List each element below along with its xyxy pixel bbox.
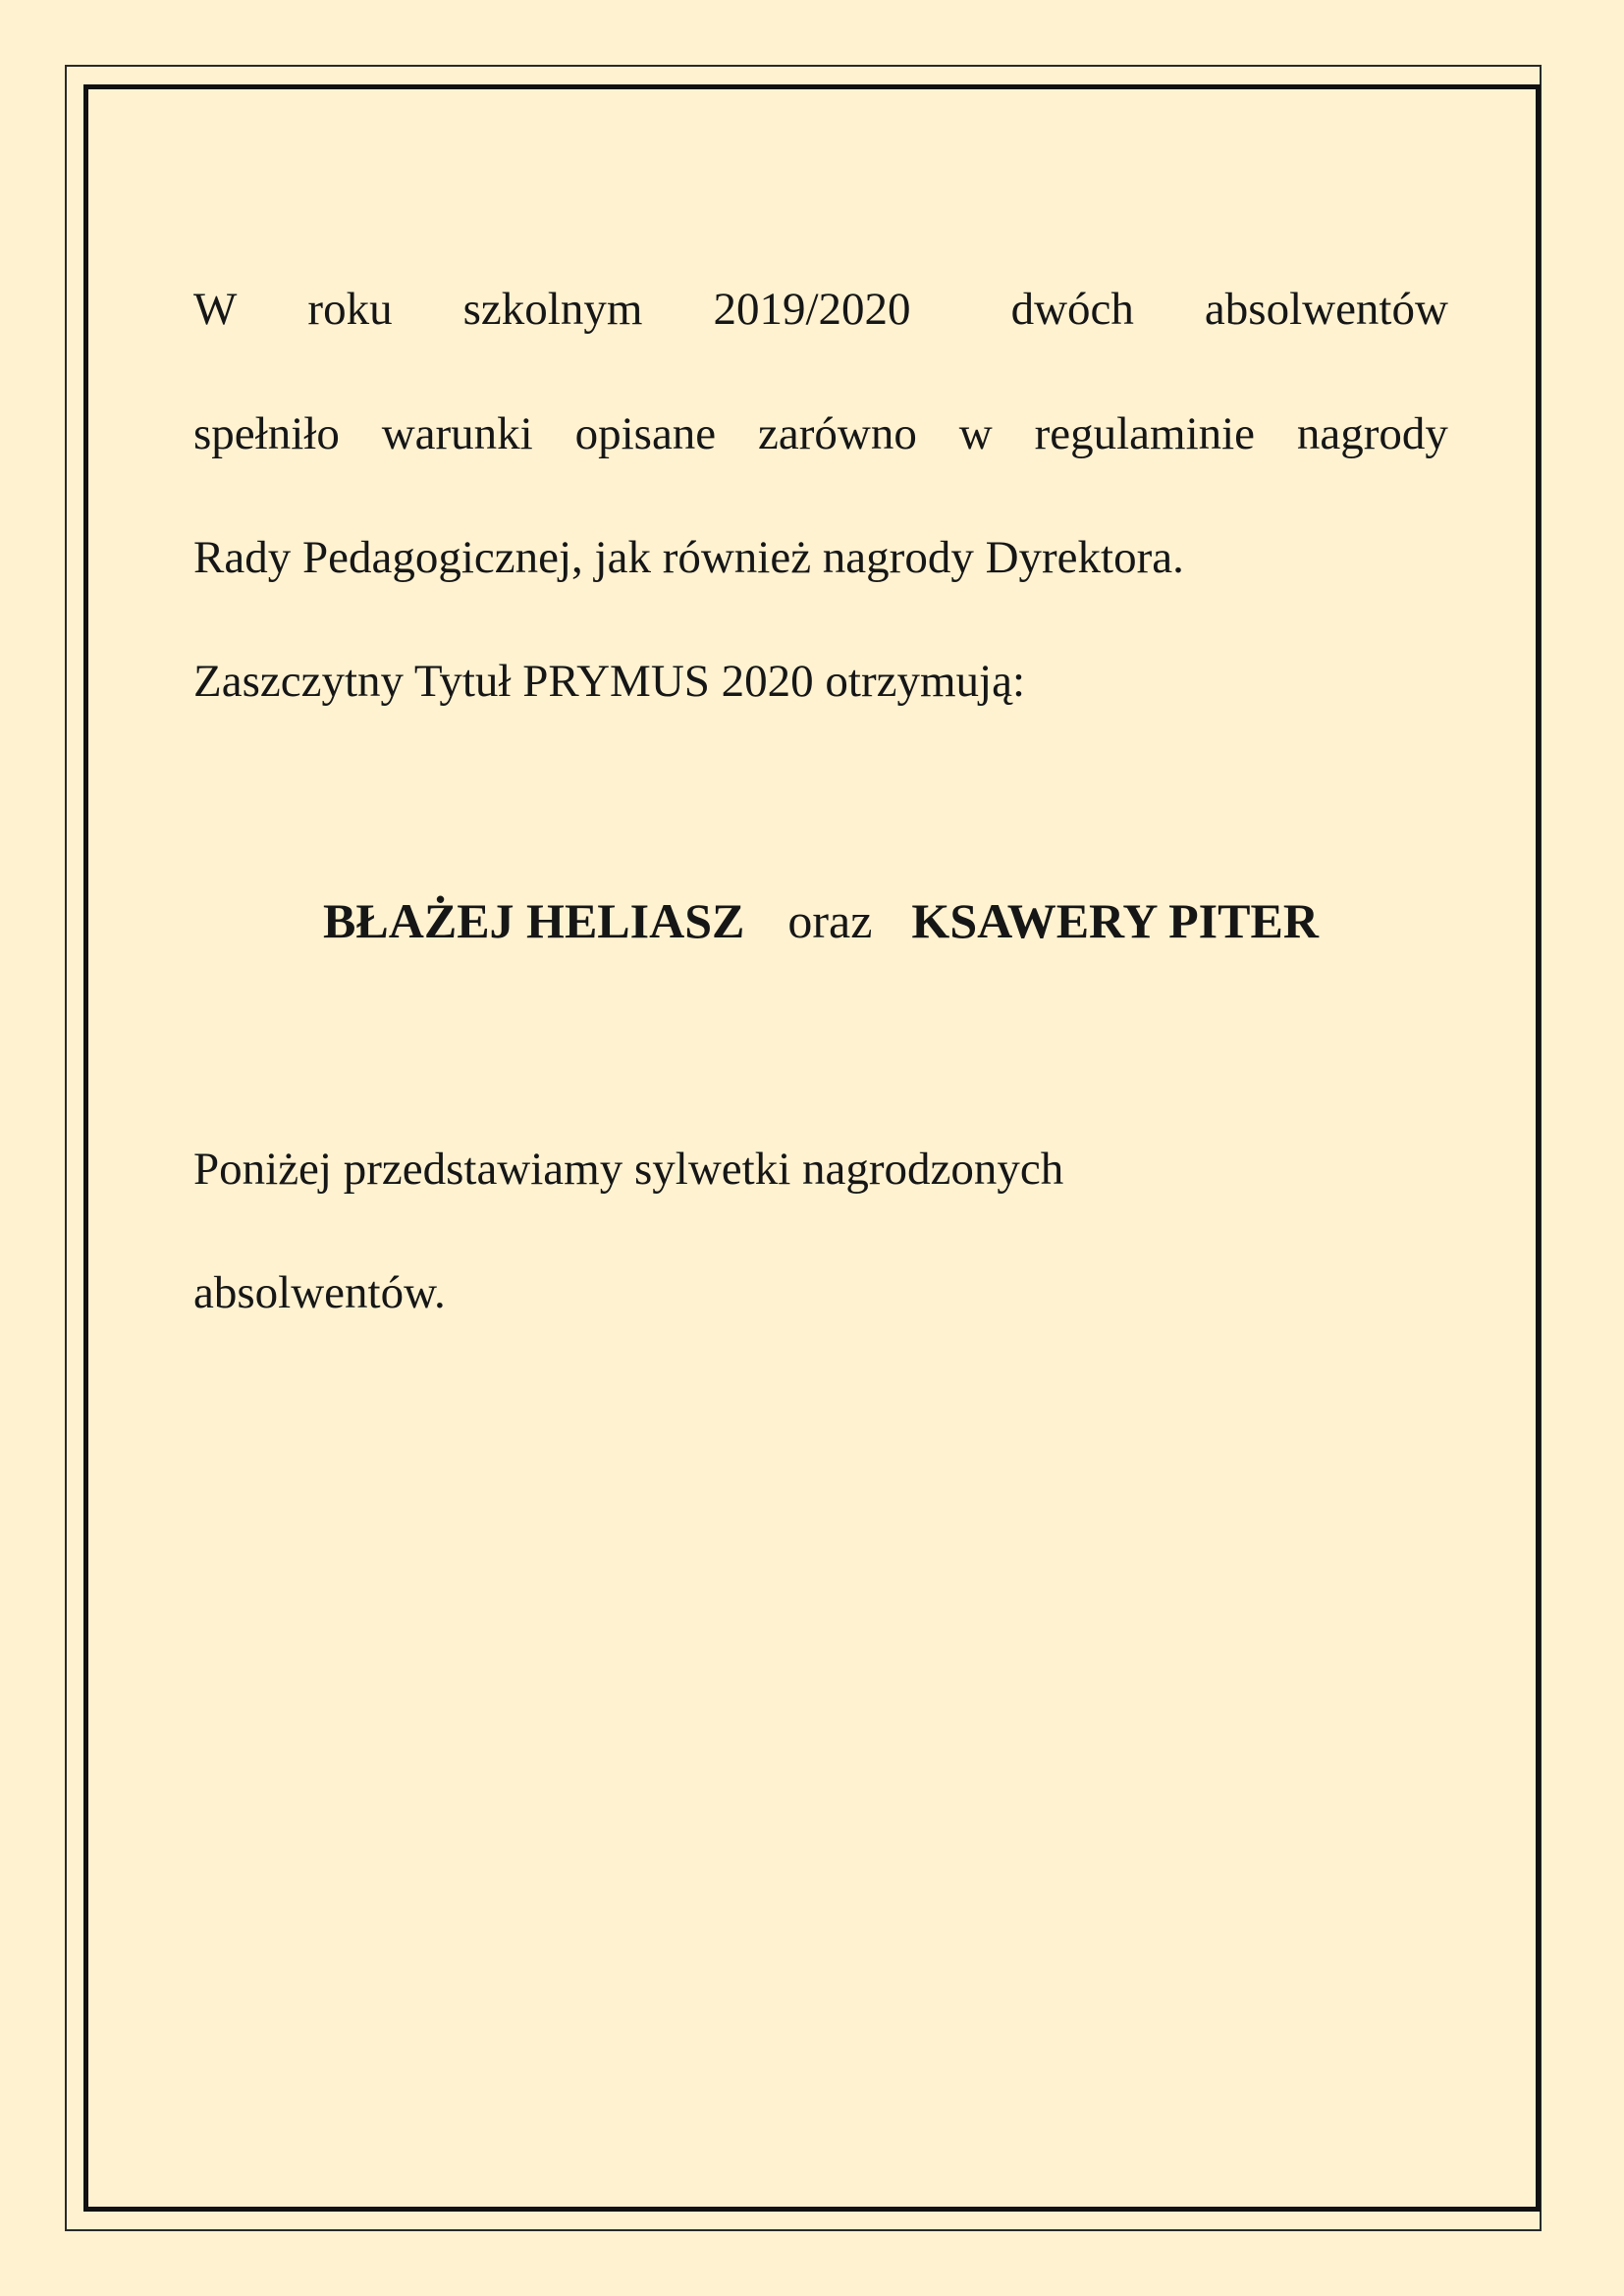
word: regulaminie: [1034, 408, 1256, 459]
closing-line-1: Poniżej przedstawiamy sylwetki nagrodzonych: [193, 1144, 1064, 1195]
word: warunki: [381, 408, 533, 459]
word: roku: [307, 284, 393, 335]
winners-conjunction: oraz: [787, 893, 873, 948]
word: opisane: [574, 408, 717, 459]
closing-line-2: absolwentów.: [193, 1267, 446, 1318]
word: W: [193, 284, 238, 335]
word: spełniło: [193, 408, 340, 459]
word: w: [958, 408, 993, 459]
paragraph-line-1: [193, 280, 1448, 339]
word: absolwentów: [1204, 284, 1448, 335]
word: dwóch: [1010, 284, 1134, 335]
word: 2019/2020: [713, 284, 911, 335]
word: nagrody: [1296, 408, 1448, 459]
word: zarówno: [758, 408, 917, 459]
paragraph-line-2: [193, 404, 1448, 463]
paragraph-line-3: Rady Pedagogicznej, jak również nagrody Dyrektora.: [193, 532, 1184, 583]
award-title-line: Zaszczytny Tytuł PRYMUS 2020 otrzymują:: [193, 656, 1026, 707]
winner-second-name: KSAWERY PITER: [911, 893, 1319, 948]
word: szkolnym: [462, 284, 643, 335]
winner-first-name: BŁAŻEJ HELIASZ: [323, 893, 745, 948]
winners-line: [193, 891, 1448, 950]
